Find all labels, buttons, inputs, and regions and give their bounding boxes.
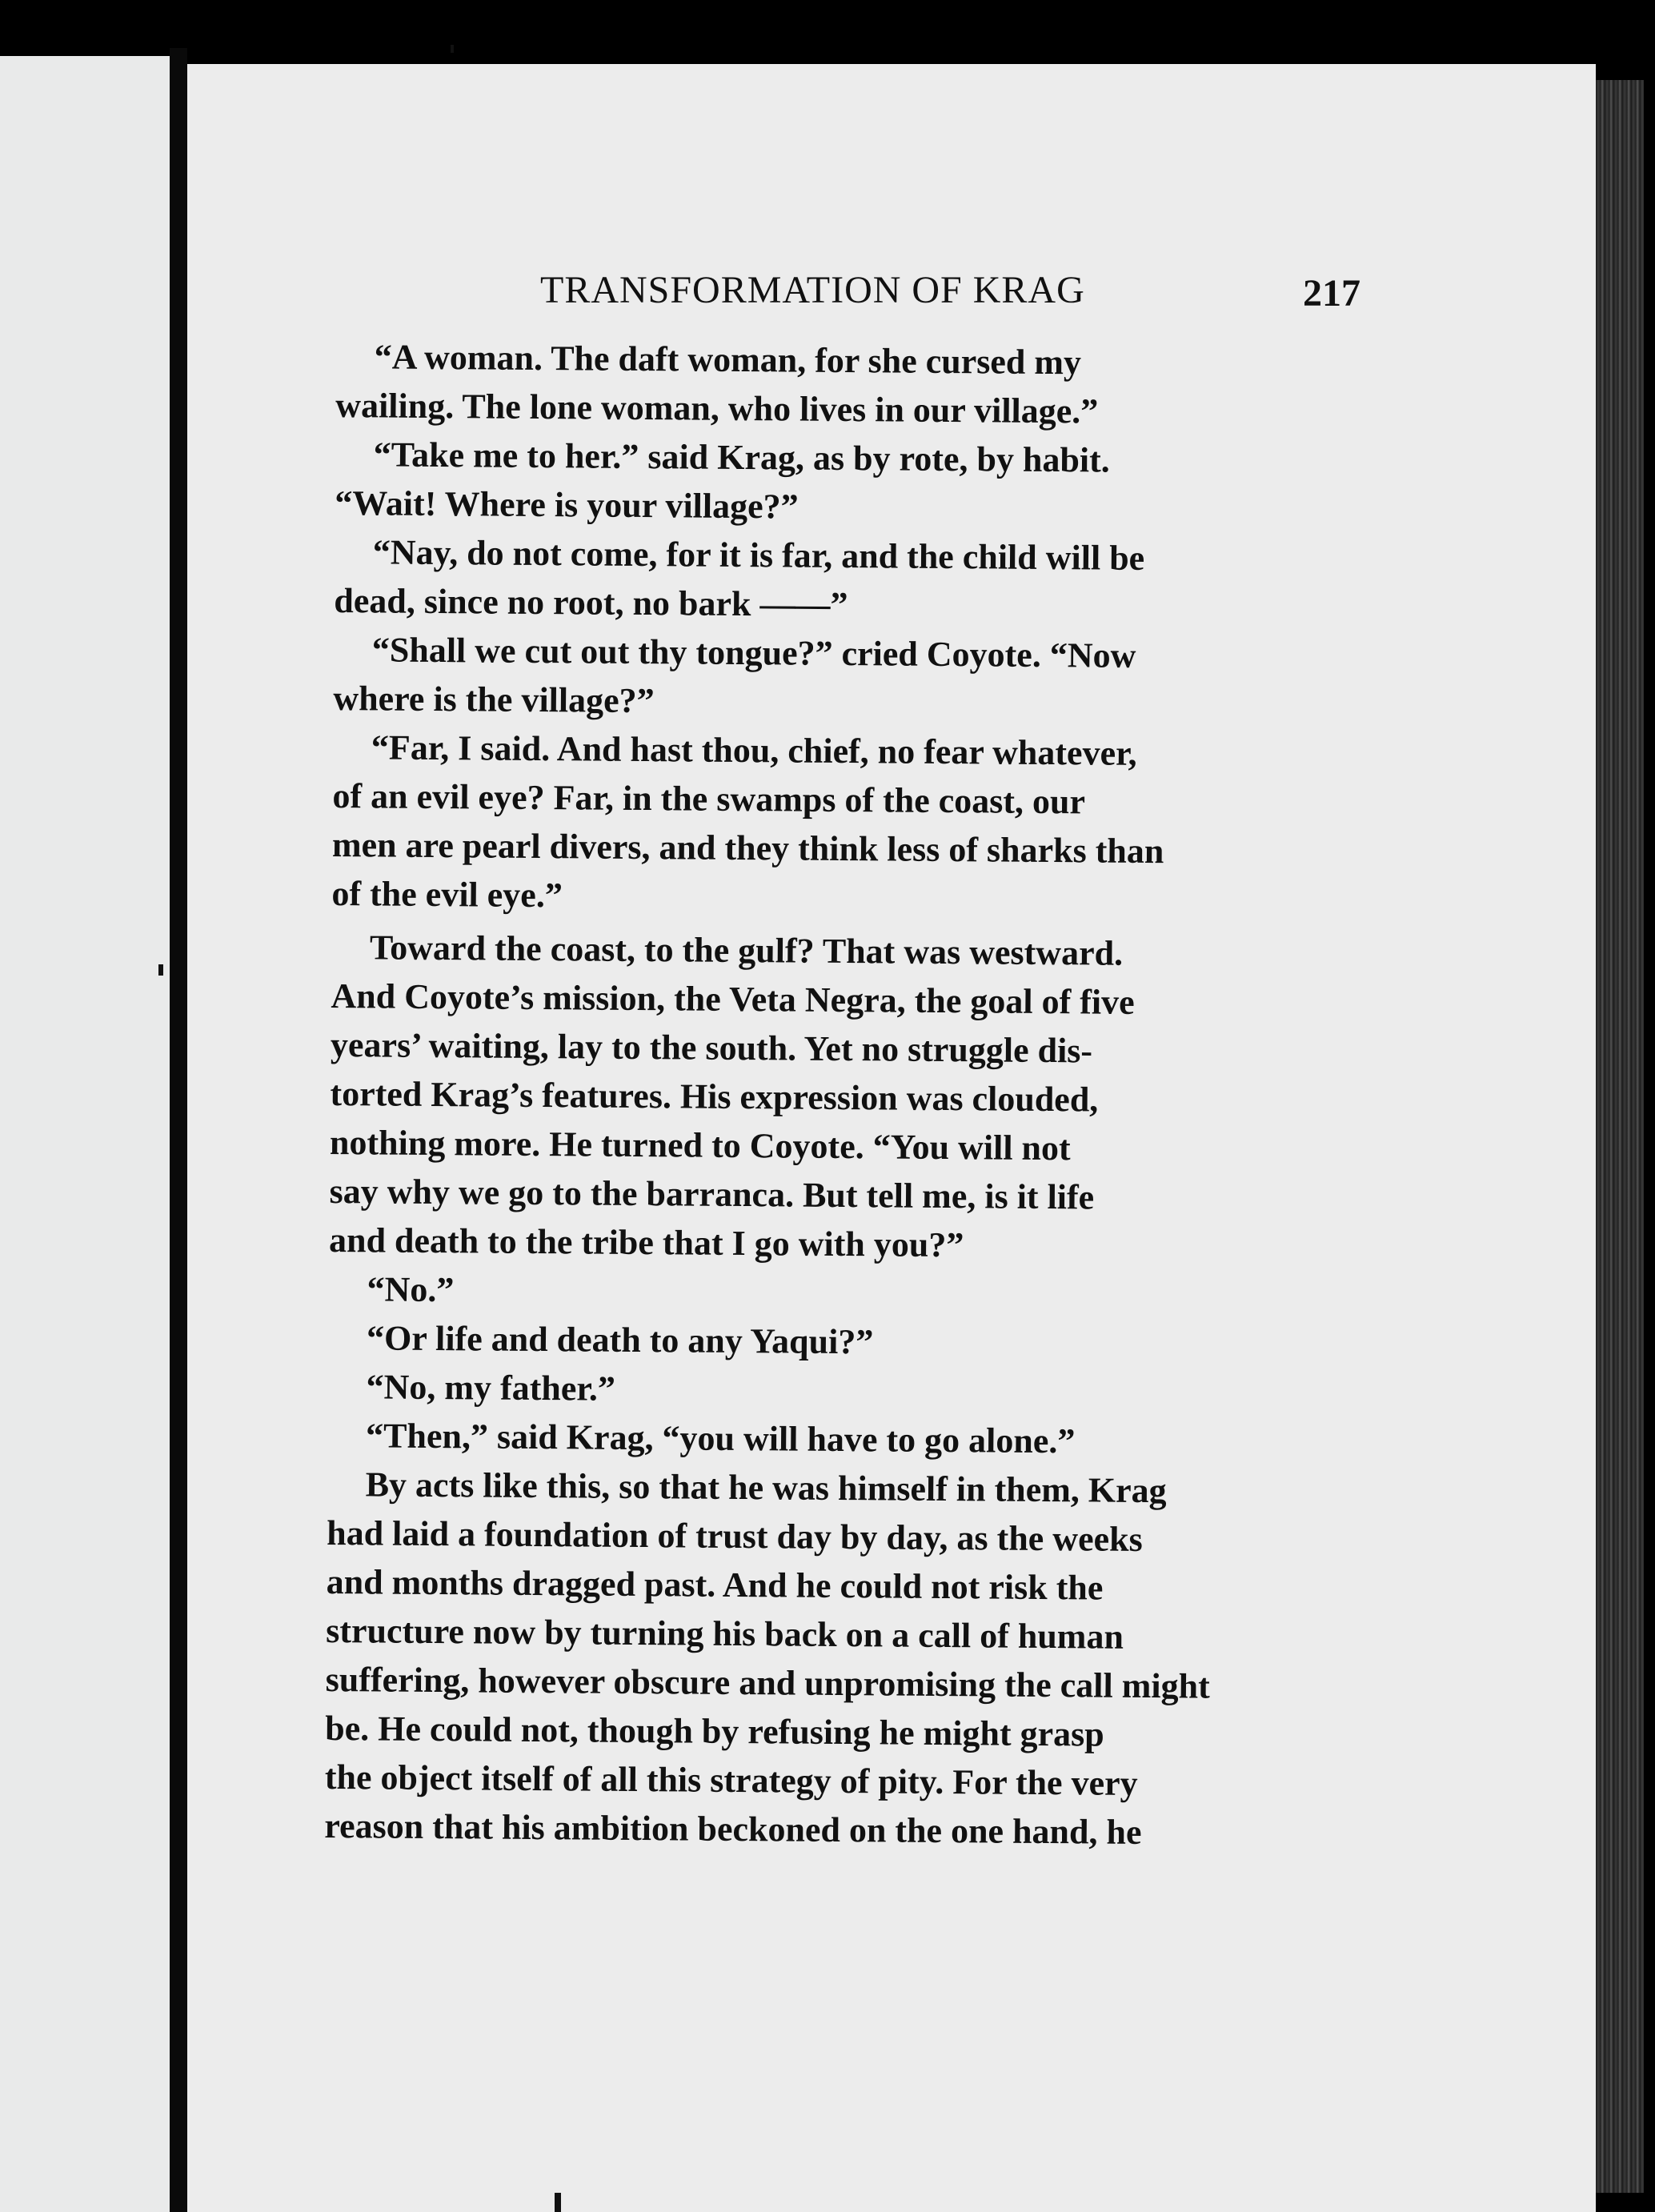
paragraph: “Shall we cut out thy tongue?” cried Coyote. “Now where is the village?” (333, 630, 1136, 721)
paragraph: “Far, I said. And hast thou, chief, no fear whatever, of an evil eye? Far, in the swamps of the coast, our men are pearl divers, and they think less of sharks than of the evil eye.” (331, 727, 1164, 916)
paragraph: By acts like this, so that he was himself in them, Krag had laid a foundation of trust day by day, as the weeks and months dragged past. And he could not risk the structure now by turning his back on a call of human suffering, however obscure and unpromising the call might be. He could not, though by refusing he might grasp the object itself of all this strategy of pity. For the very reason that his ambition beckoned on the one hand, he (324, 1465, 1210, 1852)
paragraph: “Or life and death to any Yaqui?” (366, 1318, 874, 1362)
page-number: 217 (1303, 272, 1360, 315)
book-gutter (170, 48, 187, 2212)
paragraph: Toward the coast, to the gulf? That was westward. And Coyote’s mission, the Veta Negra, the goal of five years’ waiting, lay to the south. Yet no struggle dis- torted Krag’s features. His expression was clouded, nothing more. He turned to Coyote. “You will not say why we go to the barranca. But tell me, is it life and death to the tribe that I go with you?” (328, 928, 1135, 1265)
facing-page-edge (0, 56, 170, 2212)
running-title: TRANSFORMATION OF KRAG (540, 269, 1085, 311)
scan-speck (451, 45, 454, 53)
paragraph: “Then,” said Krag, “you will have to go alone.” (365, 1416, 1076, 1461)
paragraph: “No, my father.” (366, 1367, 616, 1409)
page-header (336, 268, 1360, 324)
paragraph: “Take me to her.” said Krag, as by rote, by habit. “Wait! Where is your village?” (335, 435, 1110, 527)
paragraph: “A woman. The daft woman, for she cursed my wailing. The lone woman, who lives in our village.” (335, 337, 1099, 431)
scan-speck (555, 2193, 561, 2212)
body-text (324, 332, 1360, 1858)
paragraph: “No.” (367, 1269, 455, 1310)
scan-speck (158, 964, 163, 976)
page-stack-edge (1596, 80, 1644, 2193)
paragraph: “Nay, do not come, for it is far, and the child will be dead, since no root, no bark ——” (334, 532, 1145, 625)
